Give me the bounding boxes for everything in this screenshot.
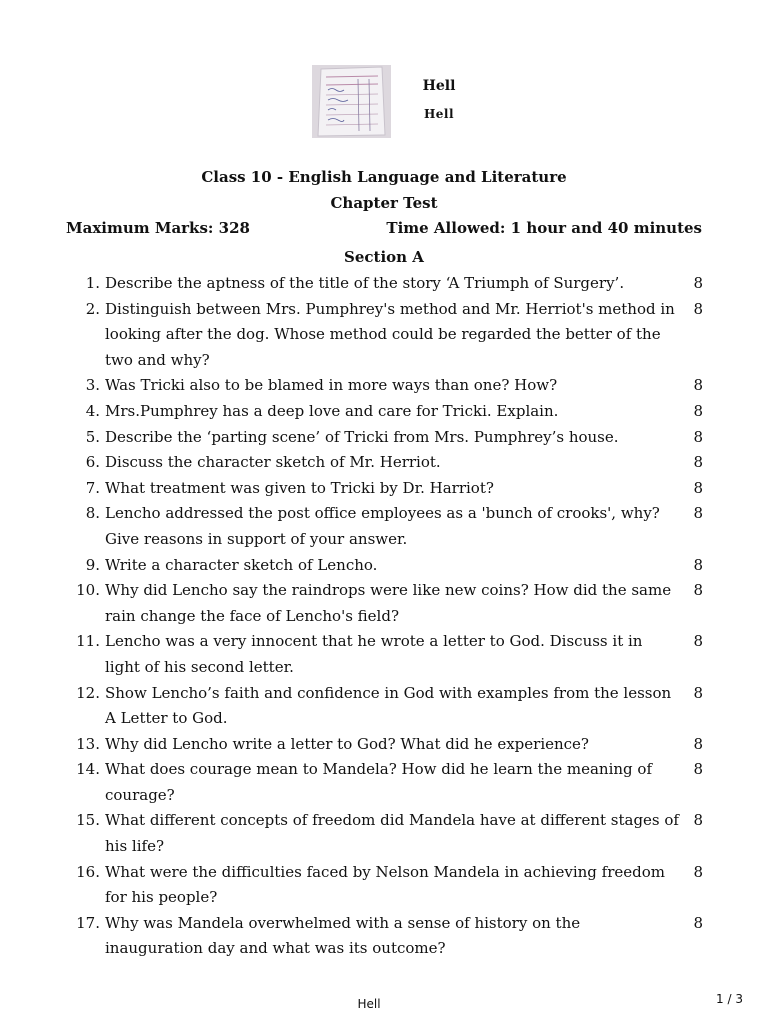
question-marks: 8 — [693, 299, 703, 318]
question-number: 7. — [85, 478, 100, 497]
footer-text: Hell — [357, 997, 381, 1011]
question-text: Mrs.Pumphrey has a deep love and care for Tricki. Explain. — [105, 401, 559, 420]
question-number: 1. — [85, 274, 100, 292]
question-text: Why was Mandela overwhelmed with a sense of history on the inauguration day and what was its outcome? — [105, 913, 581, 958]
question-text: Why did Lencho say the raindrops were like new coins? How did the same rain change the face of Lencho's field? — [105, 581, 672, 625]
question-text: Why did Lencho write a letter to God? What did he experience? — [105, 734, 589, 753]
question-marks: 8 — [693, 274, 703, 292]
question-number: 16. — [76, 862, 100, 881]
question-item — [66, 808, 703, 859]
question-item — [66, 553, 703, 579]
question-text: Lencho was a very innocent that he wrote a letter to God. Discuss it in light of his second letter. — [105, 632, 643, 676]
question-marks: 8 — [693, 504, 703, 523]
question-item — [66, 629, 703, 680]
question-marks: 8 — [693, 401, 703, 420]
question-item — [66, 681, 703, 732]
question-item — [66, 476, 703, 502]
question-marks: 8 — [693, 376, 703, 395]
question-item — [66, 757, 703, 808]
question-marks: 8 — [693, 478, 703, 497]
question-item — [66, 373, 703, 399]
question-marks: 8 — [693, 632, 703, 651]
question-marks: 8 — [693, 913, 703, 932]
question-marks: 8 — [693, 760, 703, 779]
question-number: 17. — [76, 913, 100, 932]
question-marks: 8 — [693, 555, 703, 574]
handwritten-paper-icon — [312, 65, 391, 138]
question-number: 4. — [85, 401, 100, 420]
question-item — [66, 860, 703, 911]
question-number: 2. — [85, 299, 100, 318]
question-marks: 8 — [693, 453, 703, 472]
question-marks: 8 — [693, 862, 703, 881]
school-logo-photo — [312, 65, 391, 138]
question-text: Describe the ‘parting scene’ of Tricki from Mrs. Pumphrey’s house. — [105, 427, 619, 446]
question-number: 15. — [76, 811, 100, 830]
question-list — [66, 271, 703, 962]
school-subtitle: Hell — [423, 107, 455, 121]
question-item — [66, 450, 703, 476]
school-name: Hell — [422, 78, 456, 94]
section-heading: Section A — [344, 248, 424, 266]
question-number: 12. — [76, 683, 100, 702]
question-text: Lencho addressed the post office employees as a 'bunch of crooks', why? Give reasons in support of your answer. — [105, 504, 660, 548]
question-marks: 8 — [693, 811, 703, 830]
question-text: Was Tricki also to be blamed in more ways than one? How? — [105, 376, 558, 395]
question-number: 8. — [85, 504, 100, 523]
question-text: Describe the aptness of the title of the story ‘A Triumph of Surgery’. — [105, 274, 625, 292]
question-item — [66, 911, 703, 962]
question-text: What were the difficulties faced by Nelson Mandela in achieving freedom for his people? — [105, 862, 665, 907]
question-text: Discuss the character sketch of Mr. Herriot. — [105, 453, 441, 472]
question-number: 5. — [85, 427, 100, 446]
question-marks: 8 — [693, 683, 703, 702]
test-title: Chapter Test — [330, 194, 438, 212]
question-text: Write a character sketch of Lencho. — [105, 555, 378, 574]
question-number: 10. — [76, 581, 100, 600]
question-text: What does courage mean to Mandela? How did he learn the meaning of courage? — [105, 760, 652, 804]
question-item — [66, 425, 703, 451]
question-item — [66, 501, 703, 552]
question-text: What treatment was given to Tricki by Dr. Harriot? — [105, 478, 494, 497]
question-item — [66, 732, 703, 758]
time-allowed: Time Allowed: 1 hour and 40 minutes — [386, 219, 702, 237]
page-number: 1 / 3 — [716, 992, 743, 1006]
course-title: Class 10 - English Language and Literature — [201, 168, 567, 186]
question-number: 14. — [76, 760, 100, 779]
question-text: Distinguish between Mrs. Pumphrey's method and Mr. Herriot's method in looking after the dog. Whose method could be regarded the better of the two and why? — [105, 299, 675, 369]
question-marks: 8 — [693, 581, 703, 600]
question-number: 13. — [76, 734, 100, 753]
question-number: 3. — [85, 376, 100, 395]
question-number: 11. — [76, 632, 100, 651]
question-number: 9. — [85, 555, 100, 574]
question-number: 6. — [85, 453, 100, 472]
question-item — [66, 271, 703, 297]
question-item — [66, 399, 703, 425]
question-item — [66, 578, 703, 629]
question-marks: 8 — [693, 427, 703, 446]
question-text: What different concepts of freedom did Mandela have at different stages of his life? — [105, 811, 679, 856]
question-text: Show Lencho’s faith and confidence in God with examples from the lesson A Letter to God. — [105, 683, 672, 728]
question-marks: 8 — [693, 734, 703, 753]
max-marks: Maximum Marks: 328 — [66, 219, 250, 237]
question-item — [66, 297, 703, 374]
